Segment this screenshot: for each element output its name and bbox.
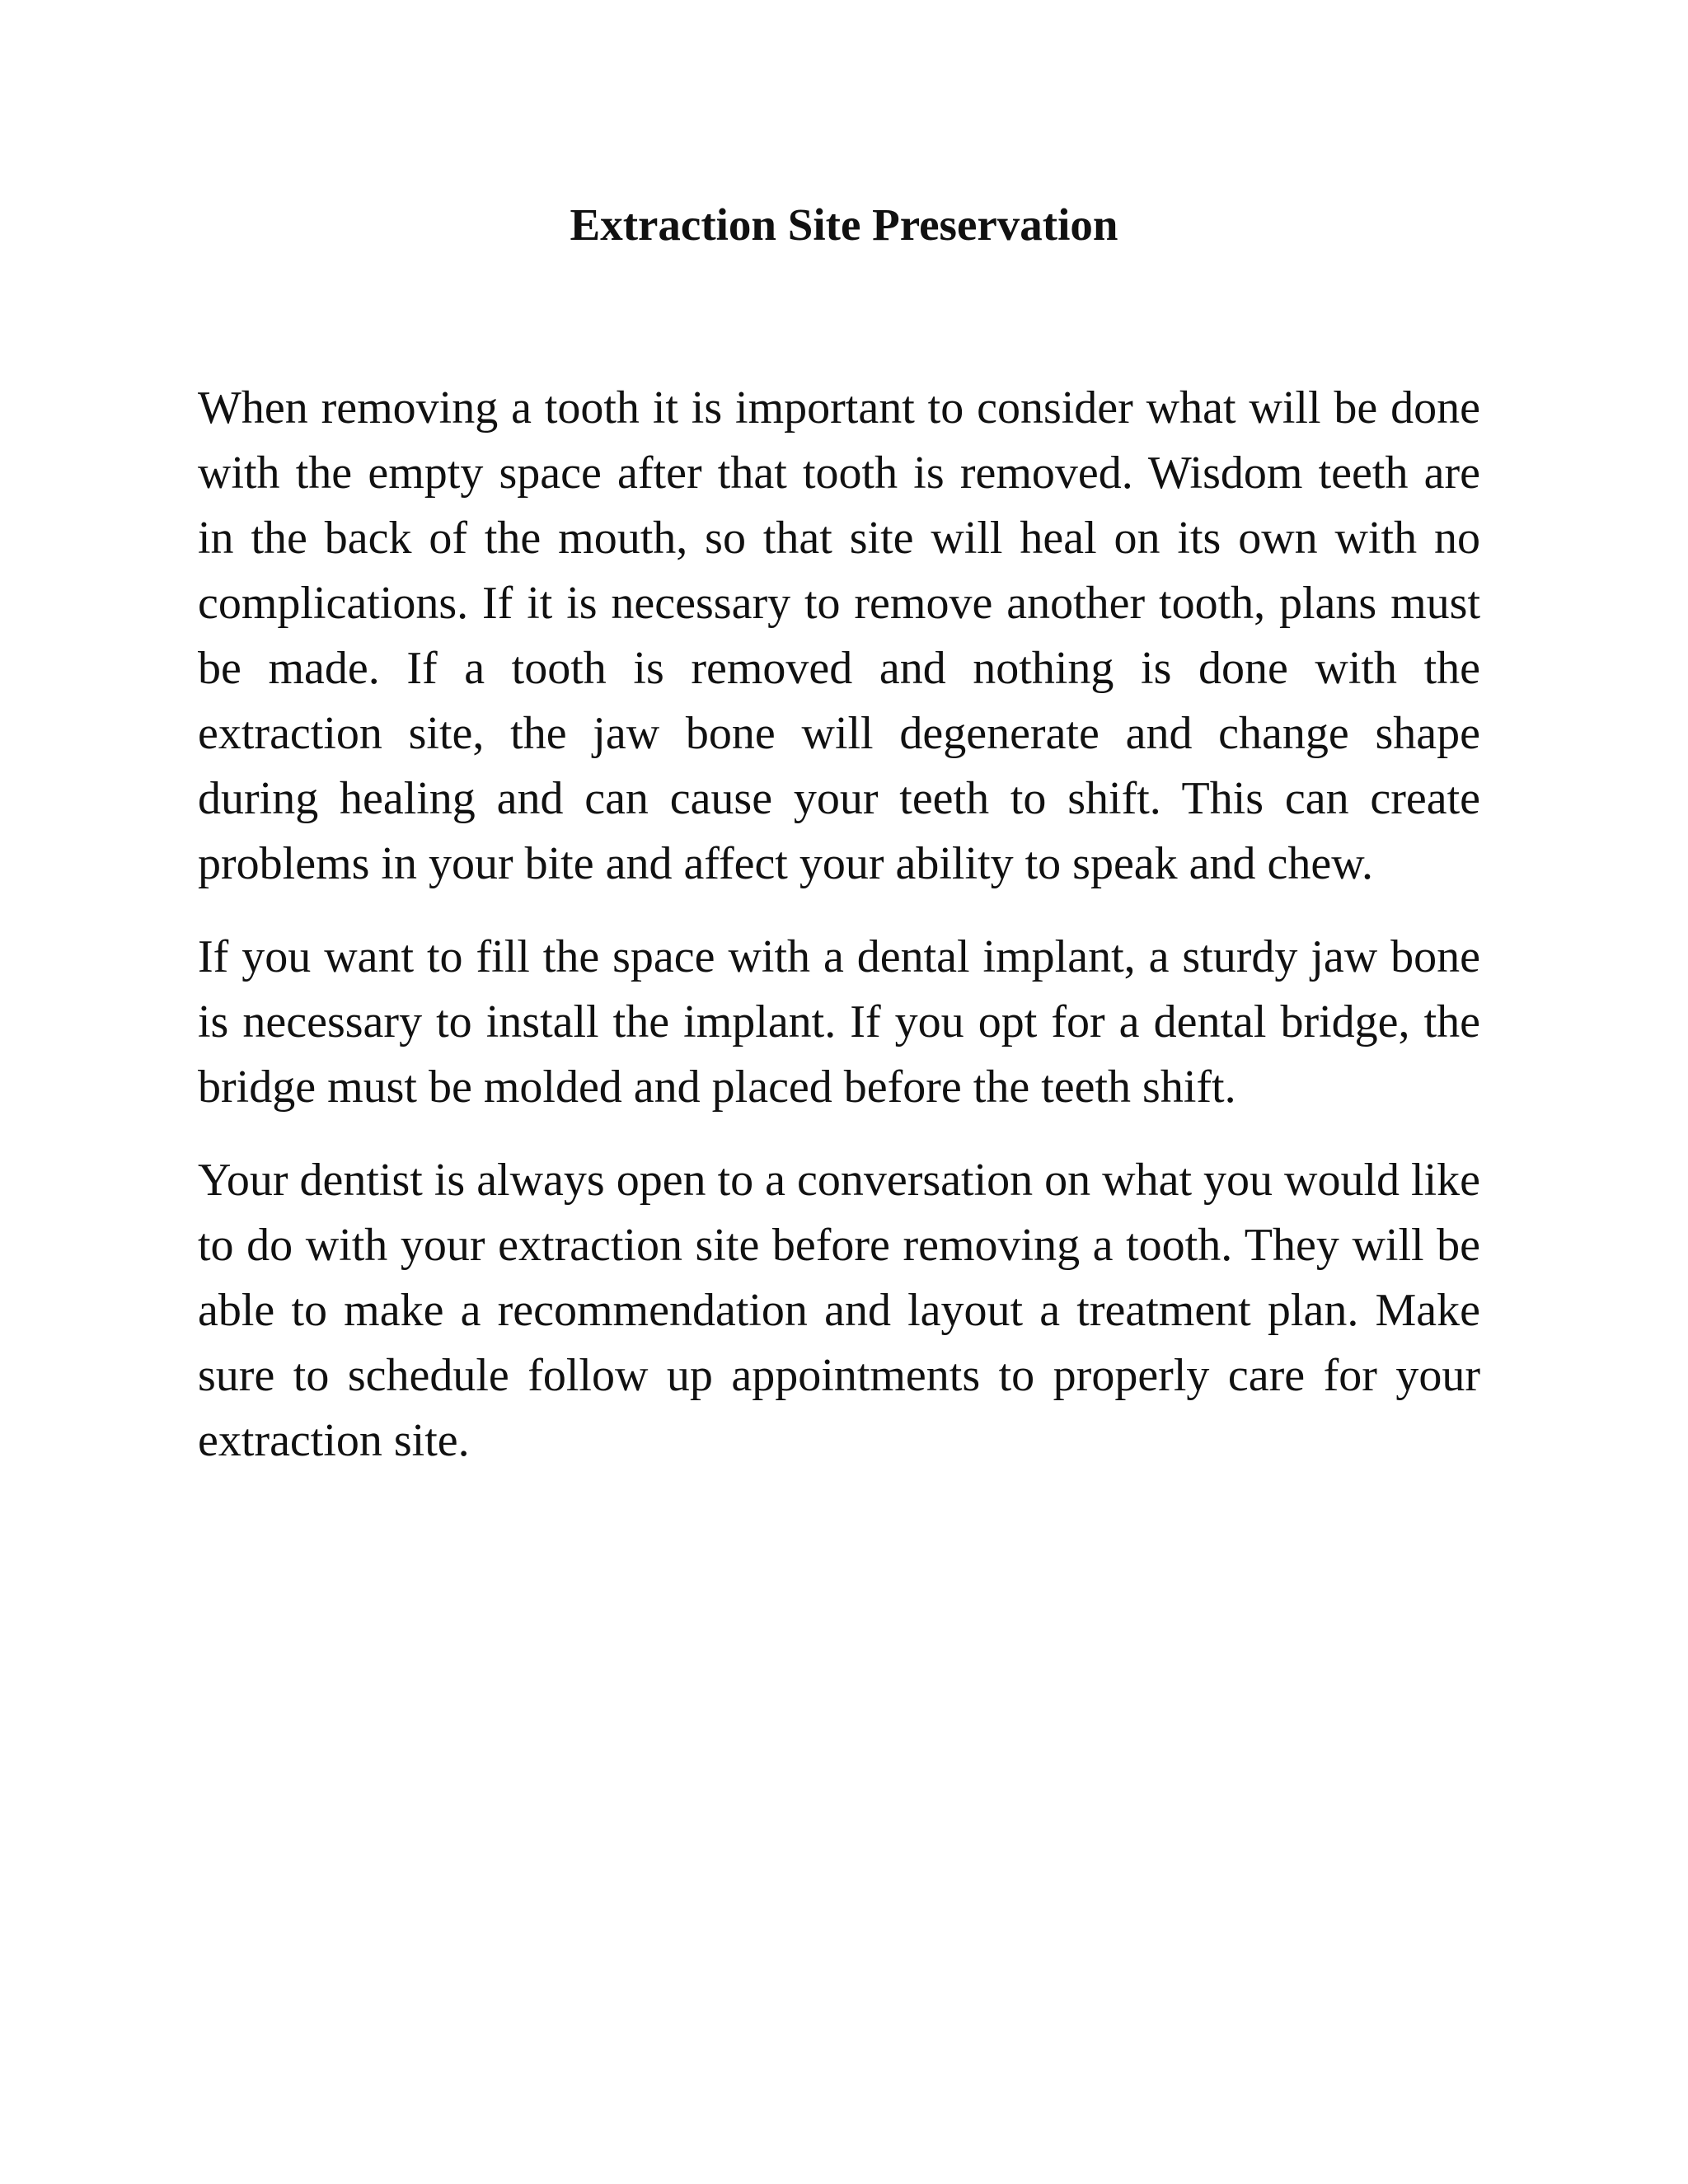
paragraph-extraction-site: When removing a tooth it is important to consider what will be done with the empty space after that tooth is removed. Wisdom teeth are in the back of the mouth, so that site will heal on its own with no complications. If it is necessary to remove another tooth, plans must be made. If a tooth is removed and nothing is done with the extraction site, the jaw bone will degenerate and change shape during healing and can cause your teeth to shift. This can create problems in your bite and affect your ability to speak and chew. (198, 382, 1480, 889)
document-title: Extraction Site Preservation (570, 199, 1118, 250)
document-body (198, 376, 1480, 1502)
paragraph-implant-bridge: If you want to fill the space with a dental implant, a sturdy jaw bone is necessary to install the implant. If you opt for a dental bridge, the bridge must be molded and placed before the teeth shift. (198, 931, 1480, 1113)
paragraph-dentist-conversation: Your dentist is always open to a conversation on what you would like to do with your extraction site before removing a tooth. They will be able to make a recommendation and layout a treatment plan. Make sure to schedule follow up appointments to properly care for your extraction site. (198, 1155, 1480, 1466)
